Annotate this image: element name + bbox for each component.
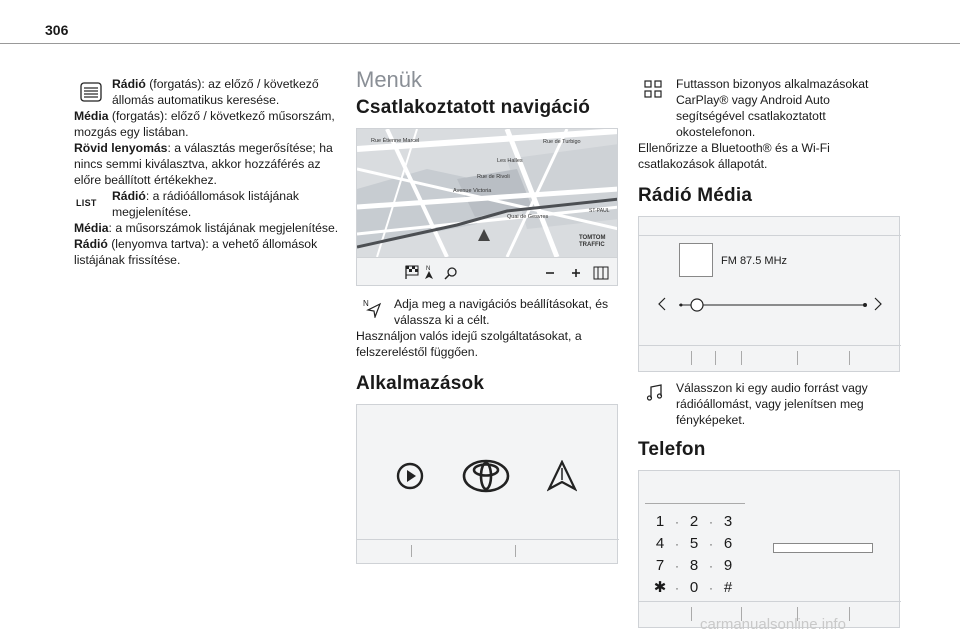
section-title-menus: Menük bbox=[356, 67, 423, 92]
text-radio-rotate: (forgatás): az előző / következő állomás automatikus keresése. bbox=[112, 77, 319, 107]
para-radio-list bbox=[74, 188, 340, 220]
column-menus bbox=[356, 67, 618, 564]
phone-bar-divider bbox=[639, 601, 901, 602]
para-radio-rotate bbox=[74, 76, 340, 108]
keypad-key-hash[interactable]: # bbox=[723, 579, 733, 596]
map-label-5: Avenue Victoria bbox=[453, 188, 492, 194]
keypad-separator-dot: · bbox=[709, 537, 713, 551]
section-title-phone: Telefon bbox=[638, 439, 706, 460]
keypad-key-0[interactable]: 0 bbox=[689, 579, 699, 596]
radio-bar-tick-5 bbox=[849, 351, 850, 365]
para-media-list bbox=[74, 220, 340, 236]
svg-text:N: N bbox=[363, 299, 369, 308]
page-number: 306 bbox=[45, 22, 69, 38]
label-radio-list: Rádió bbox=[112, 189, 146, 203]
keypad-key-2[interactable]: 2 bbox=[689, 513, 699, 530]
phone-screen bbox=[638, 470, 900, 628]
column-apps-radio-phone bbox=[638, 76, 900, 628]
label-radio: Rádió bbox=[112, 77, 146, 91]
section-title-radio-media: Rádió Média bbox=[638, 185, 753, 206]
dial-display-line bbox=[645, 503, 745, 504]
radio-bar-tick-1 bbox=[691, 351, 692, 365]
zoom-out-icon[interactable] bbox=[545, 268, 555, 278]
keypad-key-7[interactable]: 7 bbox=[655, 557, 665, 574]
toyota-logo-icon[interactable] bbox=[462, 459, 510, 493]
apps-grid-icon bbox=[644, 80, 662, 98]
nav-caption bbox=[356, 296, 618, 328]
apps-caption bbox=[638, 76, 900, 140]
north-arrow-icon[interactable] bbox=[423, 264, 435, 280]
phone-number-field[interactable] bbox=[773, 543, 873, 553]
radio-bar-divider bbox=[639, 345, 901, 346]
apps-caption-text: Futtasson bizonyos alkalmazásokat CarPlay® vagy Android Auto segítségével csatlakoztatott okostelefonon. bbox=[676, 77, 869, 139]
map-label-6: Quai de Gesvres bbox=[507, 214, 549, 220]
text-radio-list: : a rádióállomások listájának megjelenítése. bbox=[112, 189, 299, 219]
apps-bar-divider bbox=[357, 539, 619, 540]
map-label-7: ST-PAUL bbox=[589, 208, 610, 214]
nav-caption-text: Adja meg a navigációs beállításokat, és válassza ki a célt. bbox=[394, 297, 609, 327]
column-controls bbox=[74, 70, 340, 268]
keypad-separator-dot: · bbox=[675, 581, 679, 595]
keypad-separator-dot: · bbox=[709, 559, 713, 573]
keypad-row bbox=[653, 577, 753, 599]
radio-caption-text: Válasszon ki egy audio forrást vagy rádióállomást, vagy jelenítsen meg fényképeket. bbox=[676, 381, 868, 427]
para-radio-refresh bbox=[74, 236, 340, 268]
keypad-key-star[interactable]: ✱ bbox=[653, 579, 667, 596]
navigation-toolbar bbox=[357, 257, 618, 286]
phone-keypad bbox=[653, 511, 753, 599]
map-options-icon[interactable] bbox=[593, 266, 609, 280]
map-label-1: Rue Étienne Marcel bbox=[371, 138, 420, 144]
keypad-key-8[interactable]: 8 bbox=[689, 557, 699, 574]
keypad-key-3[interactable]: 3 bbox=[723, 513, 733, 530]
android-auto-icon[interactable] bbox=[547, 460, 577, 492]
label-short-press: Rövid lenyomás bbox=[74, 141, 168, 155]
keypad-key-5[interactable]: 5 bbox=[689, 535, 699, 552]
text-radio-refresh: (lenyomva tartva): a vehető állomások listájának frissítése. bbox=[74, 237, 318, 267]
apps-bar-tick-1 bbox=[411, 545, 412, 557]
nav-caption-2: Használjon valós idejű szolgáltatásokat, a felszereléstől függően. bbox=[356, 329, 582, 359]
radio-top-divider bbox=[639, 235, 901, 236]
text-short-press: : a választás megerősítése; ha nincs semmi kiválasztva, akkor hozzáférés az előre beállított értékekhez. bbox=[74, 141, 333, 187]
radio-bar-tick-2 bbox=[715, 351, 716, 365]
keypad-row bbox=[653, 533, 753, 555]
radio-bar-tick-3 bbox=[741, 351, 742, 365]
map-label-4: Rue de Rivoli bbox=[477, 174, 510, 180]
map-label-2: Rue de Turbigo bbox=[543, 139, 581, 145]
keypad-key-9[interactable]: 9 bbox=[723, 557, 733, 574]
text-media-rotate: (forgatás): előző / következő műsorszám, mozgás egy listában. bbox=[74, 109, 335, 139]
keypad-row bbox=[653, 555, 753, 577]
apps-bar-tick-2 bbox=[515, 545, 516, 557]
label-media-list: Média bbox=[74, 221, 109, 235]
frequency-slider[interactable] bbox=[679, 297, 869, 313]
keypad-separator-dot: · bbox=[675, 515, 679, 529]
header-rule bbox=[0, 43, 960, 44]
label-media: Média bbox=[74, 109, 109, 123]
apps-screen bbox=[356, 404, 618, 564]
chevron-right-icon[interactable] bbox=[873, 297, 883, 311]
search-icon[interactable] bbox=[444, 266, 458, 280]
label-radio-refresh: Rádió bbox=[74, 237, 108, 251]
keypad-key-6[interactable]: 6 bbox=[723, 535, 733, 552]
radio-station-label: FM 87.5 MHz bbox=[721, 255, 788, 267]
para-short-press bbox=[74, 140, 340, 188]
keypad-separator-dot: · bbox=[675, 559, 679, 573]
radio-media-screen bbox=[638, 216, 900, 372]
section-title-navigation: Csatlakoztatott navigáció bbox=[356, 97, 591, 118]
album-art-placeholder bbox=[679, 243, 713, 277]
music-note-icon bbox=[646, 384, 664, 402]
phone-bar-tick-1 bbox=[691, 607, 692, 621]
section-title-apps: Alkalmazások bbox=[356, 373, 485, 394]
zoom-in-icon[interactable] bbox=[571, 268, 581, 278]
navigation-icon bbox=[362, 298, 382, 318]
keypad-separator-dot: · bbox=[709, 515, 713, 529]
apps-caption-2: Ellenőrizze a Bluetooth® és a Wi-Fi csatlakozások állapotát. bbox=[638, 141, 830, 171]
keypad-row bbox=[653, 511, 753, 533]
navigation-screen bbox=[356, 128, 618, 286]
radio-bar-tick-4 bbox=[797, 351, 798, 365]
keypad-separator-dot: · bbox=[675, 537, 679, 551]
map-label-3: Les Halles bbox=[497, 158, 523, 164]
keypad-separator-dot: · bbox=[709, 581, 713, 595]
keypad-key-1[interactable]: 1 bbox=[655, 513, 665, 530]
text-media-list: : a műsorszámok listájának megjelenítése. bbox=[108, 221, 339, 235]
svg-text:N: N bbox=[426, 266, 431, 272]
para-media-rotate bbox=[74, 108, 340, 140]
tomtom-traffic-logo: TOMTOM TRAFFIC bbox=[579, 235, 606, 248]
checkered-flag-icon[interactable] bbox=[405, 265, 419, 279]
list-icon: LIST bbox=[76, 198, 97, 208]
watermark: carmanualsonline.info bbox=[700, 616, 846, 633]
phone-bar-tick-4 bbox=[849, 607, 850, 621]
chevron-left-icon[interactable] bbox=[657, 297, 667, 311]
carplay-icon[interactable] bbox=[395, 461, 425, 491]
radio-caption bbox=[638, 380, 900, 428]
keypad-key-4[interactable]: 4 bbox=[655, 535, 665, 552]
